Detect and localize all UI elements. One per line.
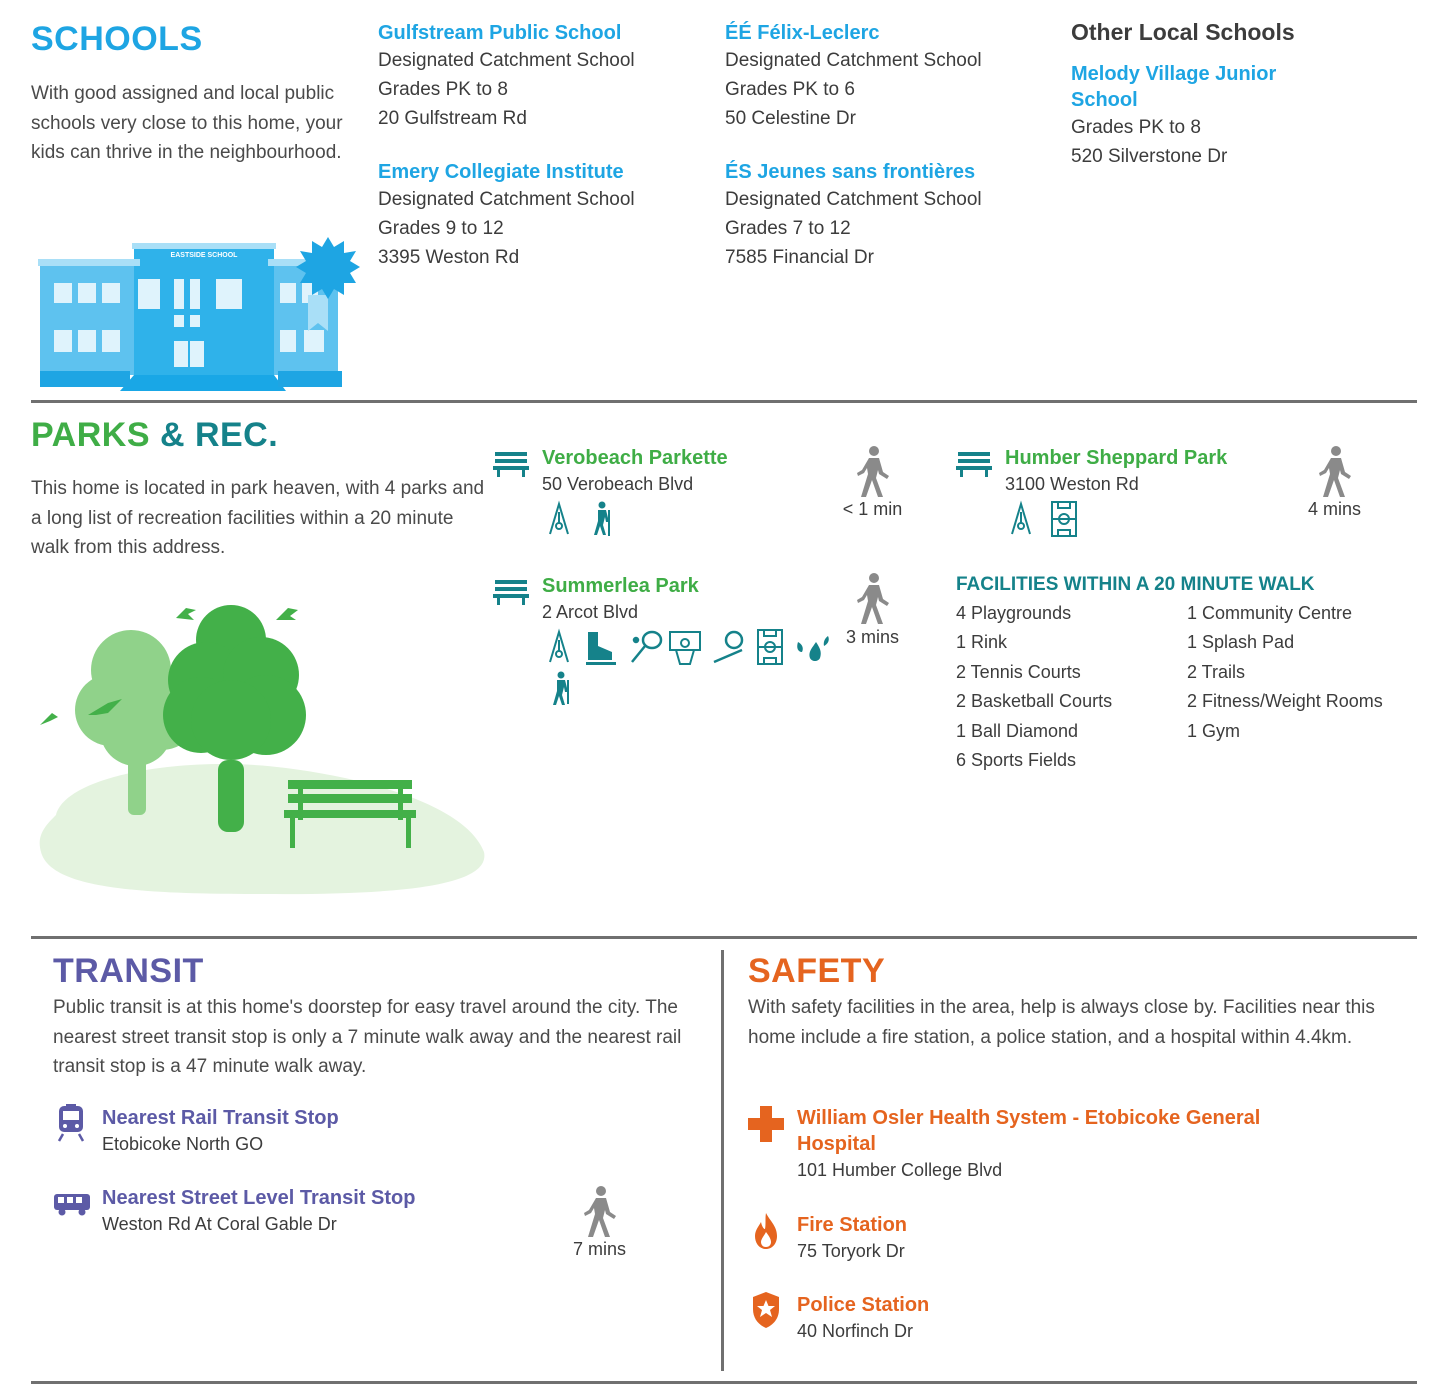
rail-stop-title[interactable]: Nearest Rail Transit Stop (102, 1107, 339, 1129)
bench-icon (493, 450, 529, 478)
facility-item: 1 Splash Pad (1187, 632, 1295, 653)
police-badge-icon (752, 1291, 780, 1329)
school-name[interactable]: Emery Collegiate Institute (378, 161, 624, 183)
other-schools (1071, 18, 1411, 171)
parks-intro: This home is located in park heaven, with 4 parks and a long list of recreation facilities within a 20 minute walk from this address. (31, 478, 485, 558)
playground-icon (550, 632, 568, 662)
school-address: 3395 Weston Rd (378, 247, 520, 268)
facility-item: 2 Tennis Courts (956, 661, 1081, 682)
police-station (797, 1292, 1197, 1344)
section-divider (31, 400, 1417, 403)
school-grades: Grades 9 to 12 (378, 218, 504, 239)
hospital-address: 101 Humber College Blvd (797, 1160, 1003, 1180)
ball-diamond-icon (714, 632, 742, 662)
school-type: Designated Catchment School (378, 189, 635, 210)
hospital-name[interactable]: William Osler Health System - Etobicoke General (797, 1107, 1261, 1129)
bus-icon (53, 1192, 91, 1216)
walk-time: 3 mins (845, 627, 899, 647)
fire-icon (753, 1212, 779, 1250)
tennis-icon (632, 632, 661, 662)
facilities-right-list (1187, 599, 1427, 746)
facility-item: 1 Ball Diamond (956, 720, 1079, 741)
hiking-icon (553, 672, 569, 706)
sports-field-icon (1052, 502, 1076, 536)
park-name[interactable]: Humber Sheppard Park (1005, 447, 1228, 469)
park-activities (1008, 500, 1083, 540)
school-name-cont[interactable]: School (1071, 89, 1138, 111)
school-card (725, 20, 1055, 133)
rail-stop-name: Etobicoke North GO (102, 1134, 264, 1154)
street-stop-name: Weston Rd At Coral Gable Dr (102, 1214, 337, 1234)
section-divider (31, 936, 1417, 939)
school-sign: EASTSIDE SCHOOL (170, 252, 238, 259)
school-address: 520 Silverstone Dr (1071, 146, 1228, 167)
walk-time: 7 mins (572, 1239, 626, 1259)
park-illustration (36, 590, 491, 900)
playground-icon (550, 504, 568, 534)
facility-item: 6 Sports Fields (956, 750, 1077, 771)
sports-field-icon (758, 630, 782, 664)
school-address: 20 Gulfstream Rd (378, 108, 527, 129)
school-card (378, 159, 708, 272)
police-station-title[interactable]: Police Station (797, 1294, 930, 1316)
playground-icon (1012, 504, 1030, 534)
school-address: 50 Celestine Dr (725, 108, 856, 129)
fire-station (797, 1212, 1197, 1264)
school-name[interactable]: ÉS Jeunes sans frontières (725, 161, 976, 183)
parks-title-a: PARKS (31, 416, 150, 454)
safety-intro: With safety facilities in the area, help is always close by. Facilities near this home include a fire station, a police station, and a hospital within 4.4km. (748, 997, 1375, 1048)
facility-item: 2 Basketball Courts (956, 691, 1113, 712)
walk-time: 4 mins (1307, 499, 1361, 519)
park-address: 3100 Weston Rd (1005, 474, 1139, 494)
park-address: 50 Verobeach Blvd (542, 474, 694, 494)
school-grades: Grades PK to 8 (1071, 117, 1201, 138)
walking-person-icon (856, 573, 890, 625)
fire-station-address: 75 Toryork Dr (797, 1241, 905, 1261)
facility-item: 1 Community Centre (1187, 603, 1353, 623)
school-card (725, 159, 1055, 272)
facility-item: 1 Gym (1187, 720, 1241, 741)
school-type: Designated Catchment School (725, 50, 982, 71)
hospital-cross-icon (748, 1106, 784, 1142)
bench-icon (956, 450, 992, 478)
facility-item: 1 Rink (956, 632, 1008, 653)
park-activities (546, 500, 621, 538)
fire-station-title[interactable]: Fire Station (797, 1214, 908, 1236)
parks-title (31, 416, 278, 455)
facility-item: 2 Fitness/Weight Rooms (1187, 691, 1383, 712)
skate-icon (586, 632, 616, 665)
school-type: Designated Catchment School (725, 189, 982, 210)
hiking-icon (594, 502, 610, 537)
school-card (378, 20, 708, 133)
transit-intro: Public transit is at this home's doorstep for easy travel around the city. The nearest street transit stop is only a 7 minute walk away and the nearest rail transit stop is a 47 minute walk away. (53, 997, 682, 1077)
parks-title-b: & REC. (159, 416, 279, 454)
park-activities (546, 628, 836, 706)
hospital-name-cont[interactable]: Hospital (797, 1133, 876, 1155)
park-card (542, 573, 842, 625)
facility-item: 4 Playgrounds (956, 603, 1072, 623)
street-stop (102, 1185, 562, 1237)
schools-title: SCHOOLS (31, 20, 203, 58)
school-name[interactable]: ÉÉ Félix-Leclerc (725, 22, 880, 44)
bench-icon (493, 578, 529, 606)
transit-title: TRANSIT (53, 952, 204, 990)
street-stop-title[interactable]: Nearest Street Level Transit Stop (102, 1187, 416, 1209)
facility-item: 2 Trails (1187, 661, 1246, 682)
walking-person-icon (856, 446, 890, 498)
school-grades: Grades PK to 8 (378, 79, 508, 100)
school-name[interactable]: Gulfstream Public School (378, 22, 622, 44)
school-grades: Grades 7 to 12 (725, 218, 851, 239)
school-address: 7585 Financial Dr (725, 247, 874, 268)
facilities-title: FACILITIES WITHIN A 20 MINUTE WALK (956, 574, 1315, 595)
walk-time: < 1 min (842, 499, 903, 519)
other-schools-title: Other Local Schools (1071, 19, 1295, 45)
park-card (1005, 445, 1305, 497)
school-type: Designated Catchment School (378, 50, 635, 71)
school-grades: Grades PK to 6 (725, 79, 855, 100)
facilities-left-list (956, 599, 1176, 775)
train-icon (56, 1104, 86, 1142)
basketball-icon (670, 632, 700, 664)
park-card (542, 445, 842, 497)
school-building-illustration (38, 235, 368, 395)
park-address: 2 Arcot Blvd (542, 602, 639, 622)
school-name[interactable]: Melody Village Junior (1071, 63, 1277, 85)
park-name[interactable]: Verobeach Parkette (542, 447, 728, 469)
walking-person-icon (1318, 446, 1352, 498)
column-divider (721, 950, 724, 1371)
rail-stop (102, 1105, 662, 1157)
safety-title: SAFETY (748, 952, 886, 990)
schools-intro: With good assigned and local public schools very close to this home, your kids can thrive in the neighbourhood. (31, 83, 343, 163)
hospital (797, 1105, 1417, 1183)
park-name[interactable]: Summerlea Park (542, 575, 699, 597)
walking-person-icon (583, 1186, 617, 1238)
bottom-divider (31, 1381, 1417, 1384)
police-station-address: 40 Norfinch Dr (797, 1321, 914, 1341)
